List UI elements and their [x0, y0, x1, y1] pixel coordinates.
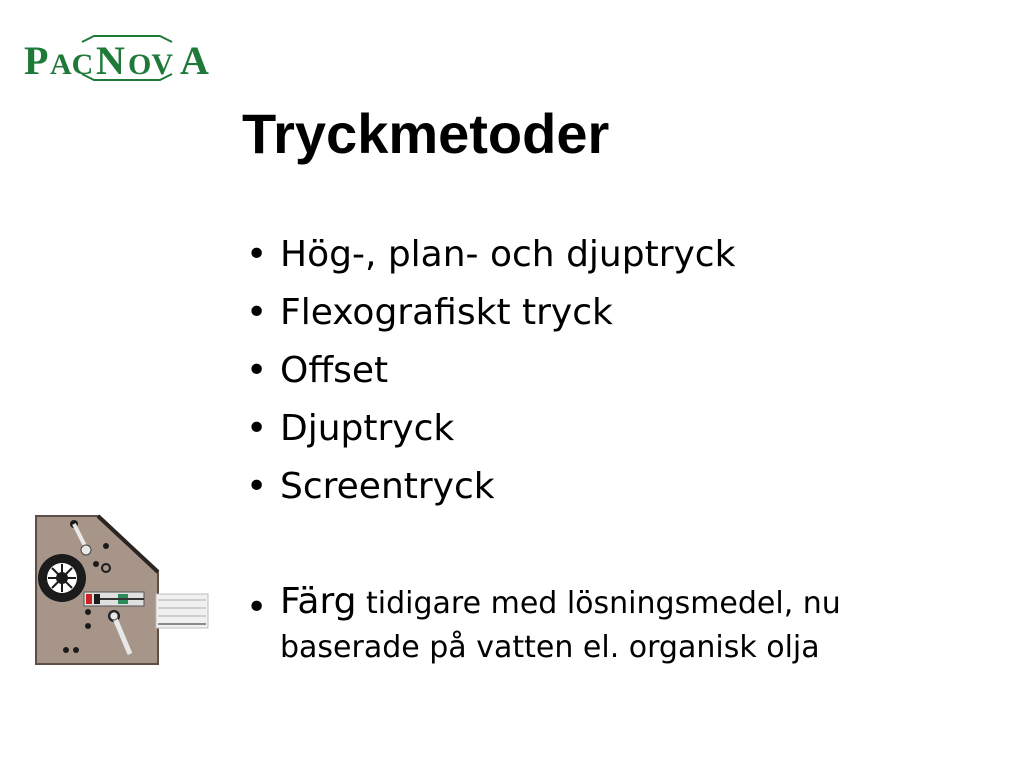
svg-text:AC: AC [50, 48, 94, 81]
svg-text:OV: OV [128, 48, 173, 81]
list-item [242, 226, 982, 284]
list-item [242, 400, 982, 458]
bullet-dot: • [246, 234, 268, 275]
bullet-dot: • [246, 466, 268, 507]
bullet-text: Offset [280, 350, 389, 391]
bullet-text: Screentryck [280, 466, 495, 507]
bullet-list [242, 226, 982, 516]
pacnova-logo [22, 28, 232, 88]
bullet-text: Flexografiskt tryck [280, 292, 613, 333]
slide-title: Tryckmetoder [242, 102, 610, 165]
svg-text:N: N [96, 38, 125, 83]
bullet-dot: • [246, 292, 268, 333]
color-note-lead: Färg [280, 581, 357, 622]
printing-press-icon [34, 512, 210, 666]
list-item [242, 458, 982, 516]
svg-text:A: A [180, 38, 209, 83]
bullet-dot: • [246, 350, 268, 391]
color-note-text: tidigare med lösningsmedel, nu baserade på vatten el. organisk olja [280, 586, 841, 665]
bullet-dot: • [246, 587, 268, 628]
color-note-item [242, 578, 982, 670]
list-item [242, 342, 982, 400]
bullet-dot: • [246, 408, 268, 449]
list-item [242, 284, 982, 342]
svg-text:P: P [24, 38, 49, 83]
bullet-text: Hög-, plan- och djuptryck [280, 234, 736, 275]
bullet-text: Djuptryck [280, 408, 455, 449]
